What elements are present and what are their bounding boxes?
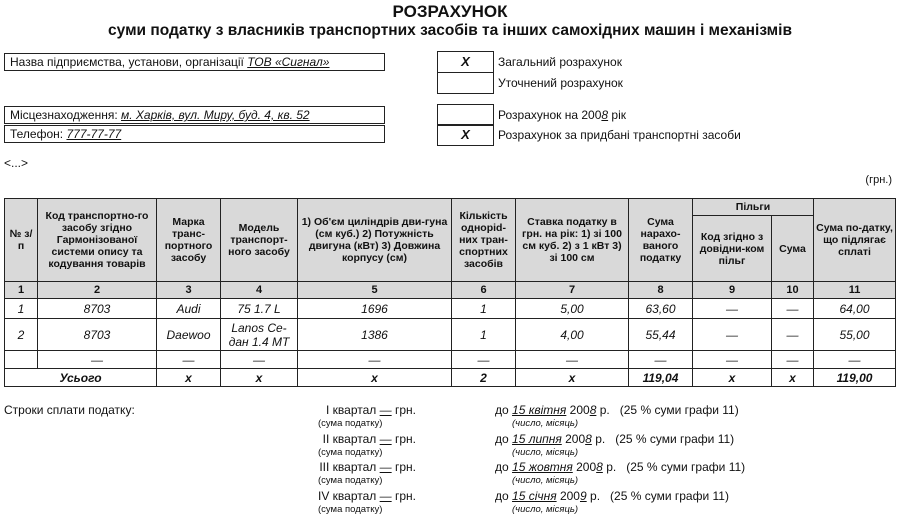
schedule-date-2: до 15 липня 2008 р. (25 % суми графи 11) — [495, 432, 735, 446]
cell: 64,00 — [814, 299, 896, 319]
date-caption: (число, місяць) — [512, 504, 579, 515]
sum-caption: (сума податку) — [318, 504, 383, 515]
sum-caption: (сума податку) — [318, 447, 383, 458]
cell: — — [298, 351, 452, 369]
cell: х — [157, 369, 221, 387]
sum-caption: (сума податку) — [318, 475, 383, 486]
cell: 55,44 — [629, 319, 693, 351]
refined-calc-checkbox[interactable] — [437, 72, 494, 94]
cell: х — [298, 369, 452, 387]
cell: 119,04 — [629, 369, 693, 387]
document-title: РОЗРАХУНОК — [392, 2, 508, 21]
col-header-benefits: Пільги — [693, 199, 814, 216]
year-calc-checkbox[interactable] — [437, 104, 494, 126]
total-label: Усього — [5, 369, 157, 387]
cell: 1696 — [298, 299, 452, 319]
year-calc-suffix: рік — [608, 108, 627, 122]
org-name-value: ТОВ «Сигнал» — [247, 55, 330, 69]
refined-calc-label: Уточнений розрахунок — [498, 76, 623, 90]
cell: — — [38, 351, 157, 369]
cell: 55,00 — [814, 319, 896, 351]
date-caption: (число, місяць) — [512, 447, 579, 458]
general-calc-checkbox[interactable]: X — [437, 51, 494, 73]
col-header-benefit-sum: Сума — [772, 216, 814, 282]
date-caption: (число, місяць) — [512, 418, 579, 429]
cell: 63,60 — [629, 299, 693, 319]
col-num: 4 — [221, 282, 298, 299]
cell: 1 — [5, 299, 38, 319]
date-caption: (число, місяць) — [512, 475, 579, 486]
col-num: 7 — [516, 282, 629, 299]
col-num: 6 — [452, 282, 516, 299]
cell: — — [516, 351, 629, 369]
purchased-vehicles-checkbox[interactable]: X — [437, 124, 494, 146]
phone-value: 777-77-77 — [66, 127, 122, 141]
schedule-date-3: до 15 жовтня 2008 р. (25 % суми графи 11) — [495, 460, 746, 474]
col-num: 11 — [814, 282, 896, 299]
col-num: 1 — [5, 282, 38, 299]
table-row — [5, 319, 896, 351]
location-label: Місцезнаходження: — [10, 108, 118, 122]
phone-field[interactable] — [4, 125, 385, 143]
org-name-label: Назва підприємства, установи, організації — [10, 55, 244, 69]
year-calc-prefix: Розрахунок на 200 — [498, 108, 602, 122]
cell: 2 — [5, 319, 38, 351]
table-row — [5, 299, 896, 319]
cell: 1386 — [298, 319, 452, 351]
document-subtitle: суми податку з власників транспортних засобів та інших самохідних машин і механізмів — [108, 22, 792, 39]
col-header-brand: Марка транс-портного засобу — [157, 199, 221, 282]
cell: 1 — [452, 319, 516, 351]
cell: 4,00 — [516, 319, 629, 351]
cell: — — [693, 299, 772, 319]
schedule-label: Строки сплати податку: — [4, 403, 135, 417]
col-num: 5 — [298, 282, 452, 299]
cell: — — [693, 351, 772, 369]
purchased-vehicles-label: Розрахунок за придбані транспортні засоби — [498, 128, 741, 142]
year-calc-digit: 8 — [601, 108, 609, 122]
col-header-quantity: Кількість одноріd-них тран-спортних засобів — [452, 199, 516, 282]
col-header-accrued: Сума нарахо-ваного податку — [629, 199, 693, 282]
cell: — — [693, 319, 772, 351]
currency-unit: (грн.) — [865, 174, 892, 186]
cell: — — [772, 319, 814, 351]
location-field[interactable] — [4, 106, 385, 124]
schedule-date-1: до 15 квітня 2008 р. (25 % суми графи 11) — [495, 403, 739, 417]
col-header-rate: Ставка податку в грн. на рік: 1) зі 100 см куб. 2) з 1 кВт 3) зі 100 см — [516, 199, 629, 282]
cell: Audi — [157, 299, 221, 319]
cell: х — [516, 369, 629, 387]
cell: — — [772, 299, 814, 319]
table-row — [5, 351, 896, 369]
total-row — [5, 369, 896, 387]
org-name-field[interactable] — [4, 53, 385, 71]
phone-label: Телефон: — [10, 127, 64, 141]
cell: 75 1.7 L — [221, 299, 298, 319]
cell: — — [221, 351, 298, 369]
col-num: 2 — [38, 282, 157, 299]
cell: 119,00 — [814, 369, 896, 387]
cell: 1 — [452, 299, 516, 319]
cell: — — [814, 351, 896, 369]
cell: х — [221, 369, 298, 387]
schedule-quarter-3: ІІІ квартал — грн. — [319, 460, 416, 474]
col-header-index: № з/п — [5, 199, 38, 282]
year-calc-label — [498, 108, 626, 122]
cell: — — [157, 351, 221, 369]
cell: 5,00 — [516, 299, 629, 319]
col-num: 3 — [157, 282, 221, 299]
cell: 8703 — [38, 319, 157, 351]
cell: х — [693, 369, 772, 387]
schedule-quarter-4: IV квартал — грн. — [318, 489, 416, 503]
col-num: 9 — [693, 282, 772, 299]
cell: Daewoo — [157, 319, 221, 351]
col-num: 10 — [772, 282, 814, 299]
cell: 2 — [452, 369, 516, 387]
cell: Lanos Се-дан 1.4 МТ — [221, 319, 298, 351]
omission-mark: <...> — [4, 156, 29, 170]
col-header-code: Код транспортно-го засобу згідно Гармонізованої системи опису та кодування товарів — [38, 199, 157, 282]
tax-table — [4, 198, 896, 387]
cell — [5, 351, 38, 369]
cell: — — [772, 351, 814, 369]
col-header-engine: 1) Об'єм циліндрів дви-гуна (см куб.) 2) Потужність двигуна (кВт) 3) Довжина корпусу (см) — [298, 199, 452, 282]
location-value: м. Харків, вул. Миру, буд. 4, кв. 52 — [121, 108, 310, 122]
cell: 8703 — [38, 299, 157, 319]
schedule-quarter-2: ІІ квартал — грн. — [322, 432, 416, 446]
col-header-payable: Сума по-датку, що підлягає сплаті — [814, 199, 896, 282]
col-num: 8 — [629, 282, 693, 299]
schedule-date-4: до 15 січня 2009 р. (25 % суми графи 11) — [495, 489, 729, 503]
col-header-benefit-code: Код згідно з довідни-ком пільг — [693, 216, 772, 282]
sum-caption: (сума податку) — [318, 418, 383, 429]
column-numbers-row — [5, 282, 896, 299]
cell: — — [629, 351, 693, 369]
general-calc-label: Загальний розрахунок — [498, 55, 622, 69]
schedule-quarter-1: І квартал — грн. — [326, 403, 416, 417]
cell: х — [772, 369, 814, 387]
cell: — — [452, 351, 516, 369]
col-header-model: Модель транспорт-ного засобу — [221, 199, 298, 282]
